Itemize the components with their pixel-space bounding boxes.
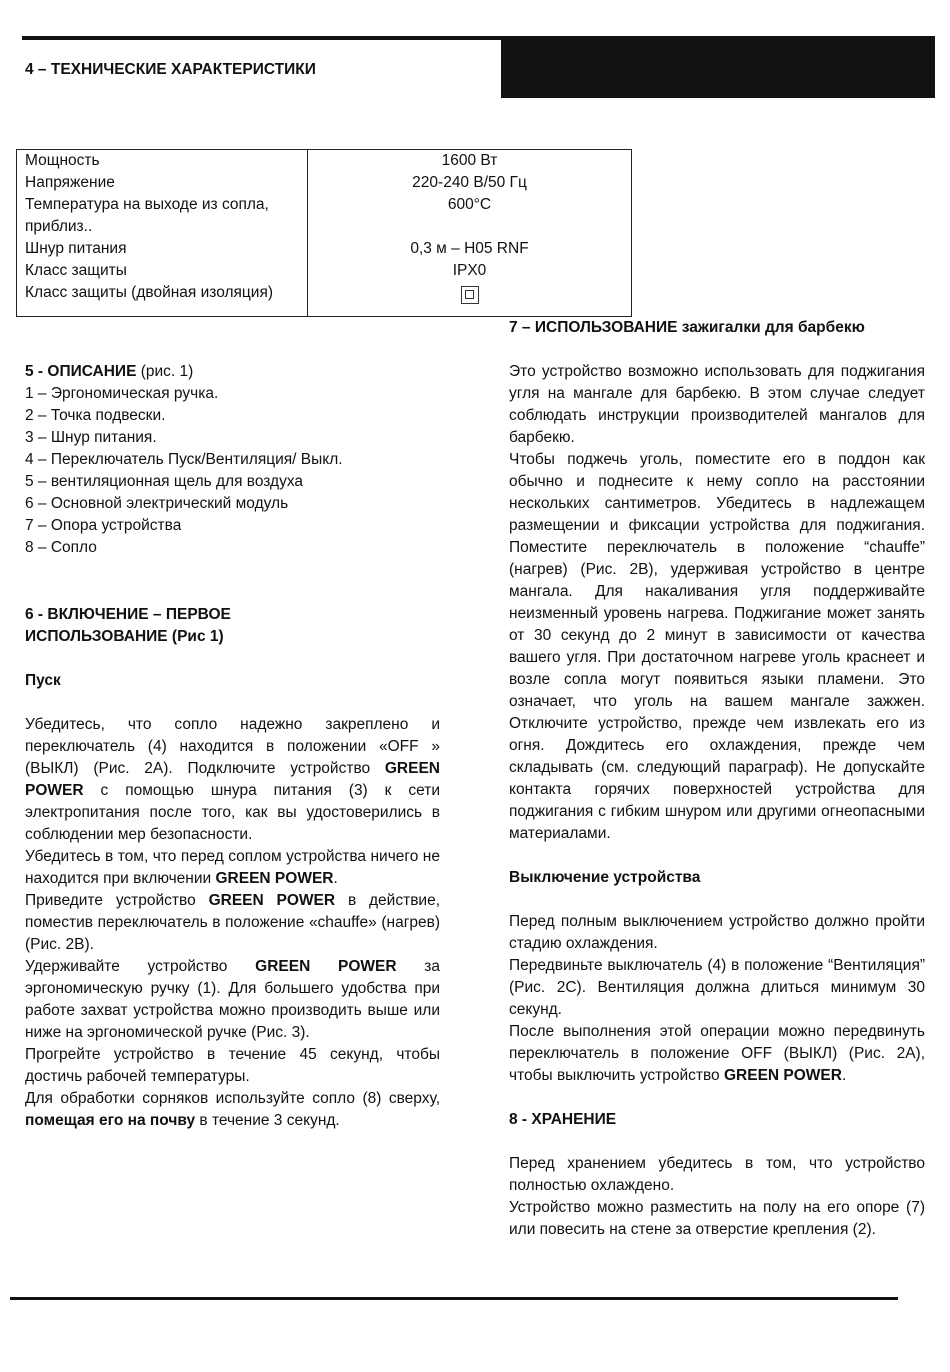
list-item: 2 – Точка подвески. [25,407,166,424]
paragraph: Приведите устройство GREEN POWER в действие, поместив переключатель в положение «chauffe» (нагрев) (Рис. 2В). [25,892,441,953]
section-7-title-rest: зажигалки для барбекю [677,319,865,336]
footer-rule [10,1297,898,1300]
section-7 [509,317,925,1241]
section-5-title: 5 - ОПИСАНИЕ [25,363,137,380]
section-4-title: 4 – ТЕХНИЧЕСКИЕ ХАРАКТЕРИСТИКИ [25,61,316,78]
specs-labels [17,150,308,317]
paragraph: Удерживайте устройство GREEN POWER за эргономическую ручку (1). Для большего удобства при работе захват устройства можно производить выше или ниже на эргономической ручке (Рис. 3). [25,958,440,1041]
section-7-subtitle: Выключение устройства [509,869,701,886]
section-6-title-line2: ИСПОЛЬЗОВАНИЕ (Рис 1) [25,628,224,645]
paragraph: Прогрейте устройство в течение 45 секунд, чтобы достичь рабочей температуры. [25,1046,440,1085]
spec-label: Класс защиты (двойная изоляция) [25,284,274,301]
spec-label: Мощность [25,152,100,169]
list-item: 4 – Переключатель Пуск/Вентиляция/ Выкл. [25,451,343,468]
section-6 [25,604,440,1132]
section-5 [25,361,440,559]
list-item: 7 – Опора устройства [25,517,182,534]
spec-label: Шнур питания [25,240,127,257]
spec-label: Класс защиты [25,262,127,279]
specs-values [308,150,632,317]
double-square-icon [461,286,479,304]
list-item: 8 – Сопло [25,539,97,556]
spec-value: 220-240 В/50 Гц [412,174,527,191]
list-item: 1 – Эргономическая ручка. [25,385,219,402]
section-6-title-line1: 6 - ВКЛЮЧЕНИЕ – ПЕРВОЕ [25,606,231,623]
specs-table [16,149,632,317]
paragraph: Передвиньте выключатель (4) в положение “Вентиляция” (Рис. 2С). Вентиляция должна длиться минимум 30 секунд. [509,957,925,1018]
spec-value: 600°C [447,196,492,213]
paragraph: Убедитесь в том, что перед соплом устройства ничего не находится при включении GREEN POWER. [25,848,440,887]
list-item: 5 – вентиляционная щель для воздуха [25,473,304,490]
header-rule [22,36,502,40]
spec-value: 0,3 м – H05 RNF [410,240,529,257]
list-item: 3 – Шнур питания. [25,429,157,446]
paragraph: Это устройство возможно использовать для поджигания угля на мангале для барбекю. В этом случае следует соблюдать инструкции производителей мангалов для барбекю. [509,363,925,446]
section-5-title-suffix: (рис. 1) [136,363,194,380]
list-item: 6 – Основной электрический модуль [25,495,289,512]
paragraph: Перед полным выключением устройство должно пройти стадию охлаждения. [509,913,925,952]
paragraph: После выполнения этой операции можно передвинуть переключатель в положение OFF (ВЫКЛ) (Рис. 2А), чтобы выключить устройство GREEN POWER. [509,1023,925,1084]
section-6-subtitle: Пуск [25,672,61,689]
spec-label: Напряжение [25,174,115,191]
paragraph: Устройство можно разместить на полу на его опоре (7) или повесить на стене за отверстие крепления (2). [509,1199,925,1238]
paragraph: Для обработки сорняков используйте сопло (8) сверху, помещая его на почву в течение 3 секунд. [25,1090,440,1129]
paragraph: Убедитесь, что сопло надежно закреплено и переключатель (4) находится в положении «OFF » (ВЫКЛ) (Рис. 2А). Подключите устройство GREEN POWER с помощью шнура питания (3) к сети электропитания после того, как вы удостоверились в соблюдении мер безопасности. [25,716,440,843]
header-black-bar [501,36,935,98]
spec-label: Температура на выходе из сопла, приблиз.. [25,196,269,235]
spec-value: 1600 Вт [441,152,498,169]
paragraph: Чтобы поджечь уголь, поместите его в поддон как обычно и поднесите к нему сопло на расстоянии нескольких сантиметров. Убедитесь в надлежащем размещении и фиксации устройства для поджигания. Поместите переключатель в положение “chauffe” (нагрев) (Рис. 2В), удерживая устройство в центре мангала. Для накаливания угля поддерживайте неизменный уровень нагрева. Поджигание может занять от 30 секунд до 2 минут в зависимости от качества вашего угля. При достаточном нагреве уголь краснеет и возле сопла могут появиться языки пламени. Это означает, что уголь на вашем мангале зажжен. Отключите устройство, прежде чем извлекать его из огня. Дождитесь его охлаждения, прежде чем складывать (см. следующий параграф). Не допускайте контакта горячих поверхностей устройства для поджигания с гибким шнуром или другими огнеопасными материалами. [509,451,925,842]
paragraph: Перед хранением убедитесь в том, что устройство полностью охлаждено. [509,1155,925,1194]
section-8-title: 8 - ХРАНЕНИЕ [509,1111,617,1128]
spec-value: IPX0 [452,262,487,279]
section-7-title: 7 – ИСПОЛЬЗОВАНИЕ [509,319,678,336]
